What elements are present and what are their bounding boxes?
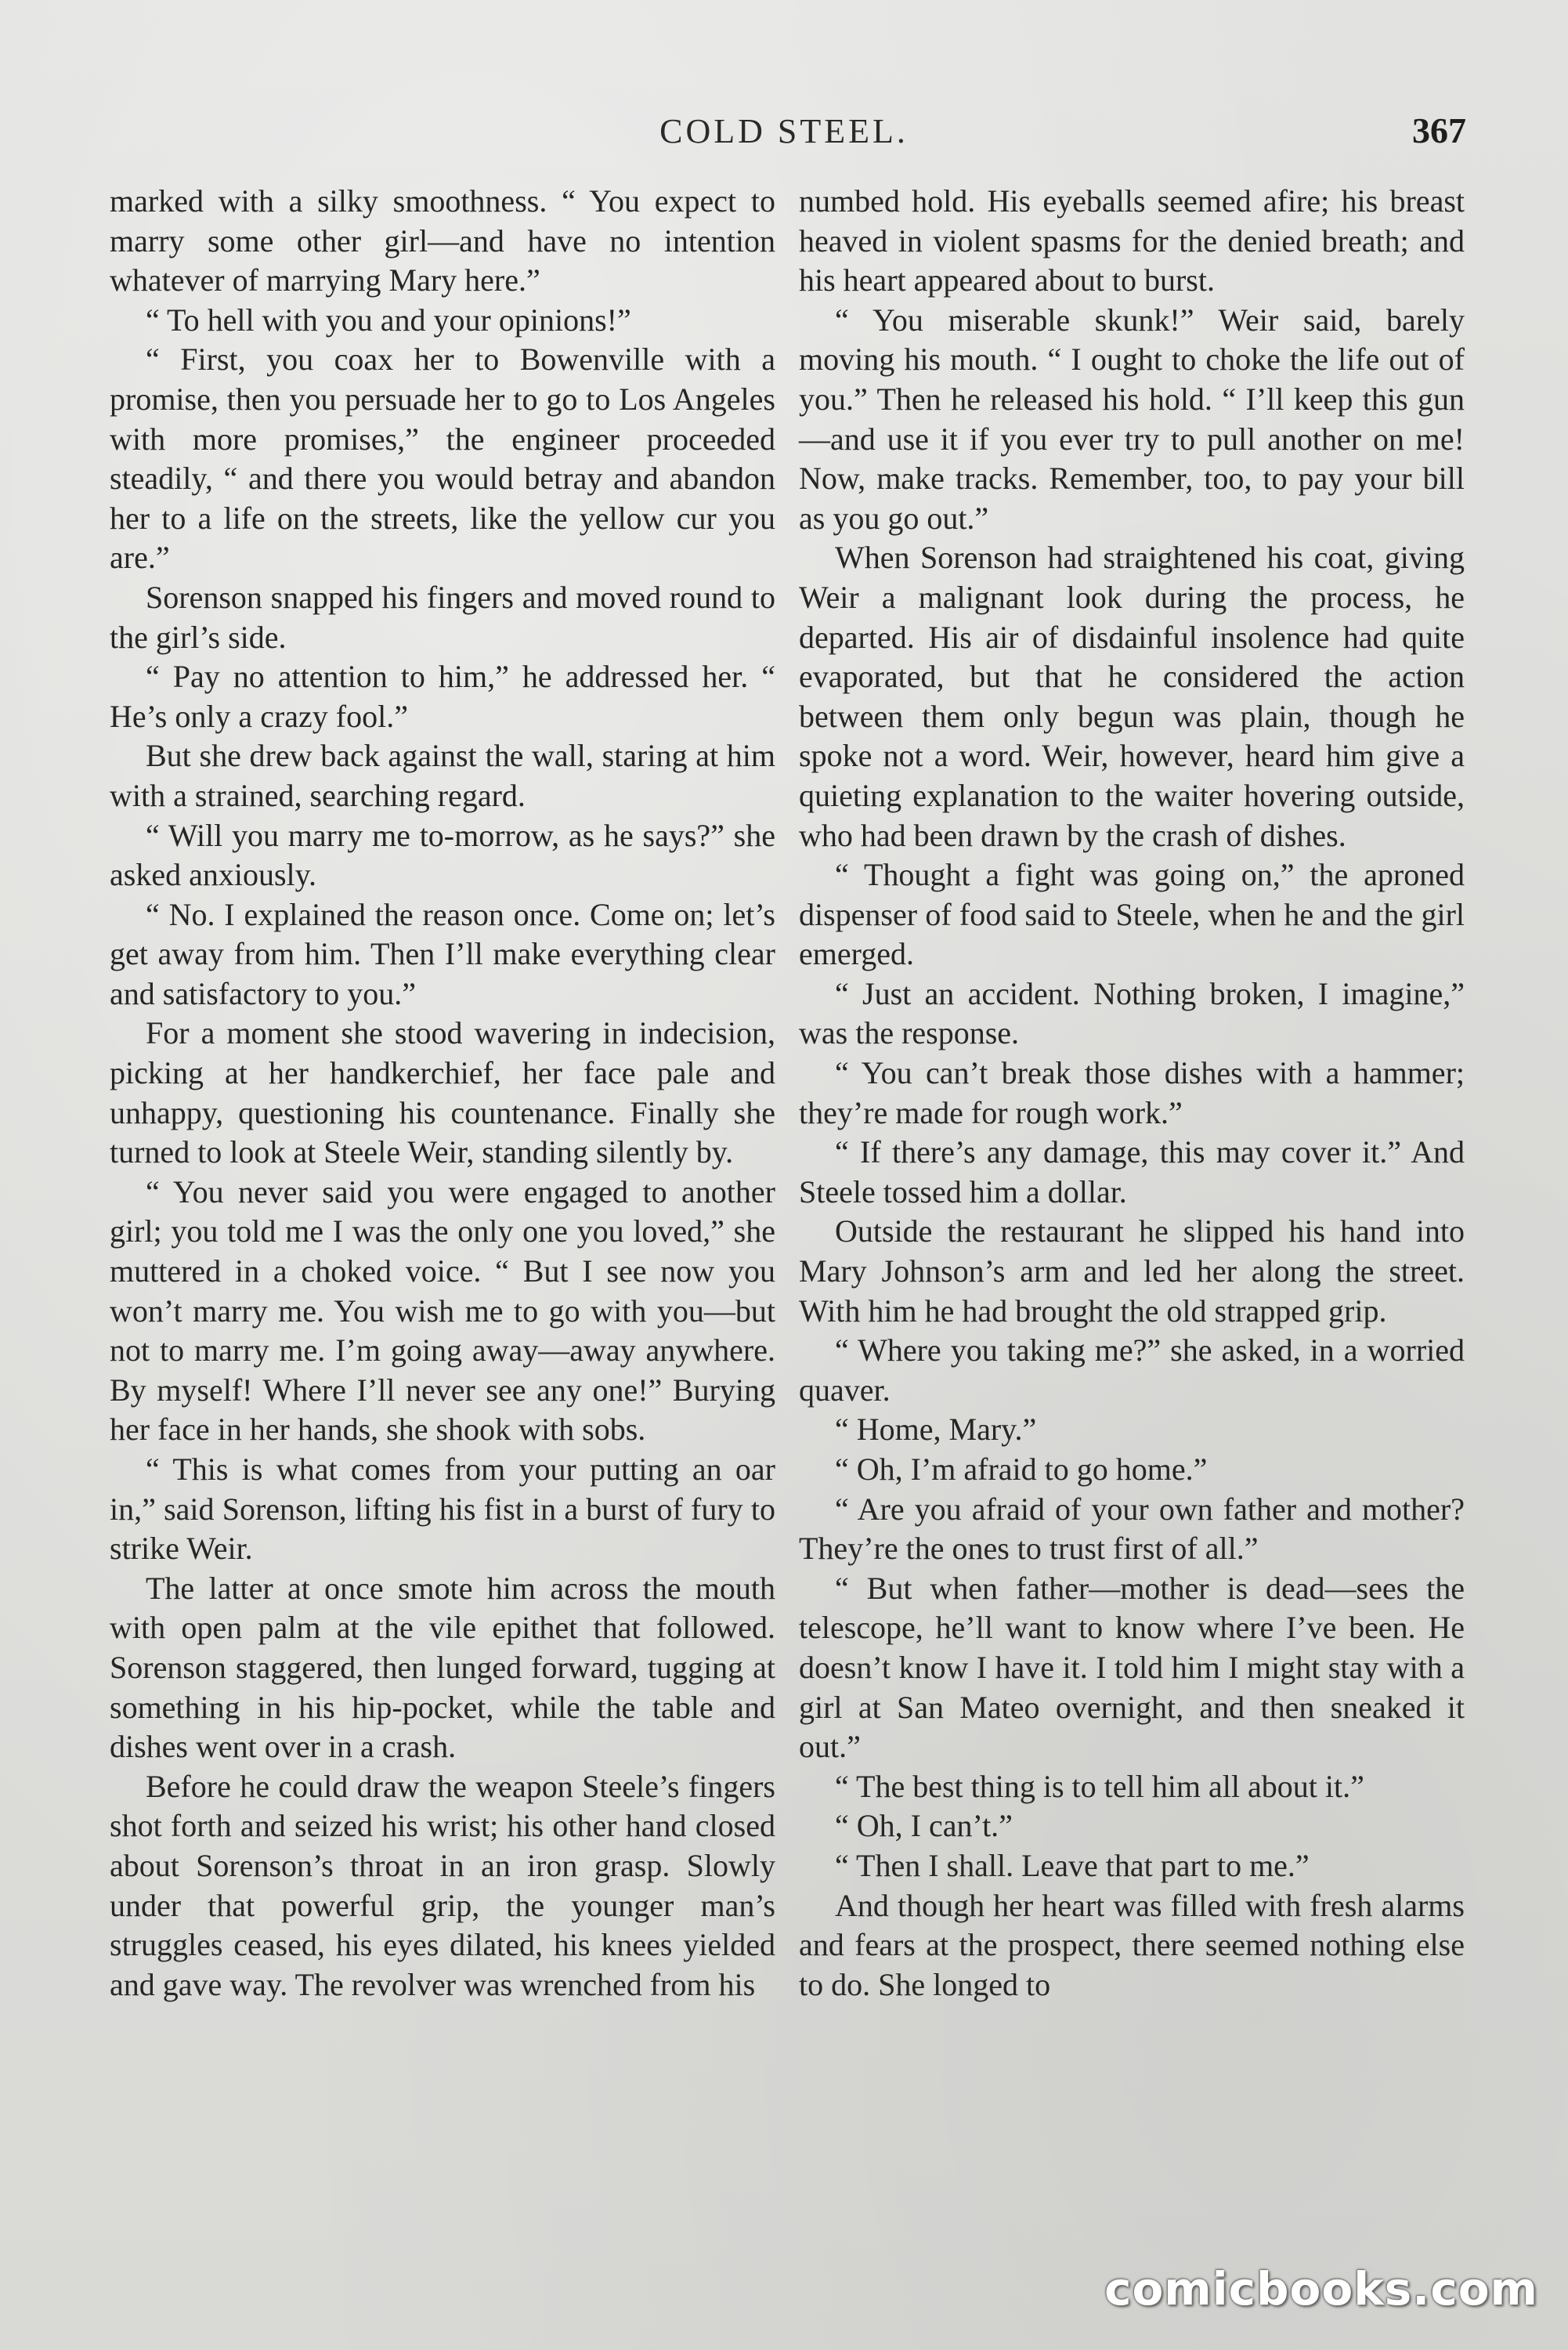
- paragraph: numbed hold. His eyeballs seemed afire; his breast heaved in violent spasms for the denied breath; and his heart appeared about to burst.: [799, 183, 1465, 298]
- paragraph: “ You never said you were engaged to another girl; you told me I was the only one you loved,” she muttered in a choked voice. “ But I see now you won’t marry me. You wish me to go with you—but not to marry me. I’m going away—away anywhere. By myself! Where I’ll never see any one!” Burying her face in her hands, she shook with sobs.: [110, 1173, 775, 1448]
- paragraph: “ This is what comes from your putting an oar in,” said Sorenson, lifting his fist in a burst of fury to strike Weir.: [110, 1452, 775, 1567]
- paragraph: “ Oh, I can’t.”: [835, 1808, 1013, 1844]
- site-watermark: comicbooks.com: [1104, 2262, 1538, 2316]
- paragraph: “ No. I explained the reason once. Come on; let’s get away from him. Then I’ll make everything clear and satisfactory to you.”: [110, 896, 775, 1011]
- paragraph: “ Will you marry me to-morrow, as he says?” she asked anxiously.: [110, 817, 775, 893]
- paragraph: But she drew back against the wall, staring at him with a strained, searching regard.: [110, 738, 775, 813]
- paragraph: “ But when father—mother is dead—sees the telescope, he’ll want to know where I’ve been. He doesn’t know I have it. I told him I might stay with a girl at San Mateo overnight, and then sneaked it out.”: [799, 1570, 1465, 1765]
- paragraph: “ Just an accident. Nothing broken, I imagine,” was the response.: [799, 975, 1465, 1051]
- paragraph: “ Are you afraid of your own father and mother? They’re the ones to trust first of all.”: [799, 1491, 1465, 1567]
- paragraph: “ Thought a fight was going on,” the aproned dispenser of food said to Steele, when he and the girl emerged.: [799, 857, 1465, 972]
- paragraph: “ The best thing is to tell him all about it.”: [835, 1768, 1364, 1804]
- paragraph: “ Then I shall. Leave that part to me.”: [835, 1847, 1310, 1883]
- paragraph: The latter at once smote him across the mouth with open palm at the vile epithet that followed. Sorenson staggered, then lunged forward, tugging at something in his hip-pocket, while the table and dishes went over in a crash.: [110, 1570, 775, 1765]
- paragraph: “ You can’t break those dishes with a hammer; they’re made for rough work.”: [799, 1055, 1465, 1130]
- running-head: [0, 111, 1568, 158]
- paragraph: marked with a silky smoothness. “ You expect to marry some other girl—and have no intention whatever of marrying Mary here.”: [110, 183, 775, 298]
- paragraph: When Sorenson had straightened his coat, giving Weir a malignant look during the process, he departed. His air of disdainful insolence had quite evaporated, but that he considered the action between them only begun was plain, though he spoke not a word. Weir, however, heard him give a quieting explanation to the waiter hovering outside, who had been drawn by the crash of dishes.: [799, 540, 1465, 853]
- paragraph: For a moment she stood wavering in indecision, picking at her handkerchief, her face pale and unhappy, questioning his countenance. Finally she turned to look at Steele Weir, standing silently by.: [110, 1015, 775, 1170]
- paragraph: “ First, you coax her to Bowenville with a promise, then you persuade her to go to Los Angeles with more promises,” the engineer proceeded steadily, “ and there you would betray and abandon her to a life on the streets, like the yellow cur you are.”: [110, 342, 775, 576]
- paragraph: “ You miserable skunk!” Weir said, barely moving his mouth. “ I ought to choke the life out of you.” Then he released his hold. “ I’ll keep this gun—and use it if you ever try to pull another on me! Now, make tracks. Remember, too, to pay your bill as you go out.”: [799, 302, 1465, 536]
- paragraph: “ To hell with you and your opinions!”: [146, 302, 631, 338]
- paragraph: “ Oh, I’m afraid to go home.”: [835, 1452, 1208, 1487]
- page-number: 367: [1412, 110, 1466, 150]
- text-column-right: [799, 182, 1465, 2005]
- paragraph: “ Home, Mary.”: [835, 1412, 1037, 1448]
- paragraph: And though her heart was filled with fresh alarms and fears at the prospect, there seemed nothing else to do. She longed to: [799, 1887, 1465, 2002]
- running-title: COLD STEEL.: [659, 112, 909, 150]
- text-column-left: [110, 182, 775, 2005]
- paragraph: Outside the restaurant he slipped his hand into Mary Johnson’s arm and led her along the street. With him he had brought the old strapped grip.: [799, 1213, 1465, 1329]
- paragraph: Before he could draw the weapon Steele’s fingers shot forth and seized his wrist; his other hand closed about Sorenson’s throat in an iron grasp. Slowly under that powerful grip, the younger man’s struggles ceased, his eyes dilated, his knees yielded and gave way. The revolver was wrenched from his: [110, 1768, 775, 2002]
- paragraph: “ Where you taking me?” she asked, in a worried quaver.: [799, 1332, 1465, 1408]
- paragraph: Sorenson snapped his fingers and moved round to the girl’s side.: [110, 579, 775, 655]
- paragraph: “ Pay no attention to him,” he addressed her. “ He’s only a crazy fool.”: [110, 659, 775, 734]
- paragraph: “ If there’s any damage, this may cover it.” And Steele tossed him a dollar.: [799, 1134, 1465, 1209]
